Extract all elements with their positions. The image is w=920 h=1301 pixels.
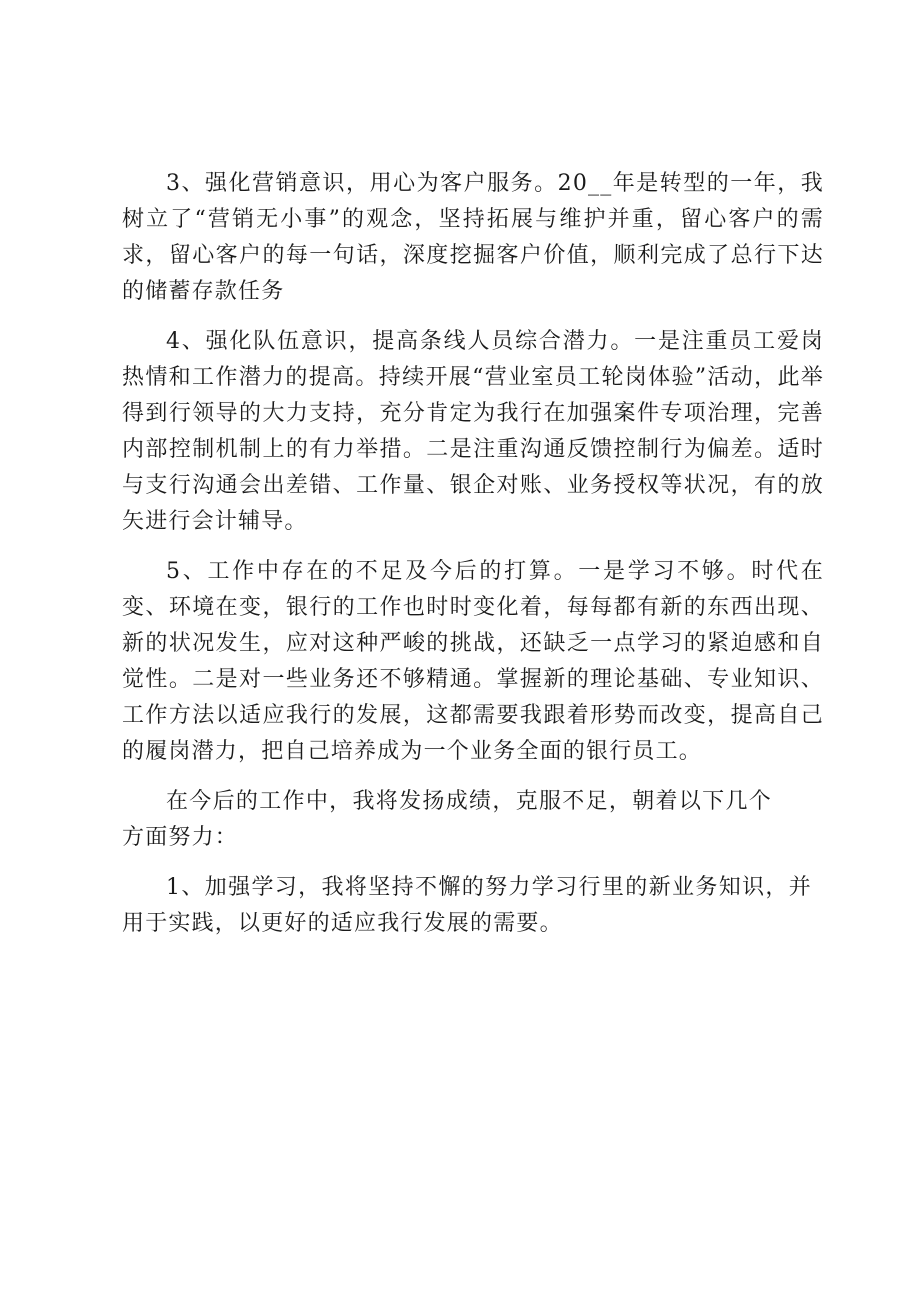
paragraph-team-awareness: 4、强化队伍意识，提高条线人员综合潜力。一是注重员工爱岗热情和工作潜力的提高。持续开展“营业室员工轮岗体验”活动，此举得到行领导的大力支持，充分肯定为我行在加强案件专项治理，完善内部控制机制上的有力举措。二是注重沟通反馈控制行为偏差。适时与支行沟通会出差错、工作量、银企对账、业务授权等状况，有的放矢进行会计辅导。 bbox=[122, 329, 824, 534]
paragraph-future-directions-intro: 在今后的工作中，我将发扬成绩，克服不足，朝着以下几个方面努力： bbox=[122, 789, 772, 850]
paragraph-shortcomings-and-plans: 5、工作中存在的不足及今后的打算。一是学习不够。时代在变、环境在变，银行的工作也时时变化着，每每都有新的东西出现、新的状况发生，应对这种严峻的挑战，还缺乏一点学习的紧迫感和自觉性。二是对一些业务还不够精通。掌握新的理论基础、专业知识、工作方法以适应我行的发展，这都需要我跟着形势而改变，提高自己的履岗潜力，把自己培养成为一个业务全面的银行员工。 bbox=[122, 559, 824, 764]
paragraph-strengthen-learning: 1、加强学习，我将坚持不懈的努力学习行里的新业务知识，并用于实践，以更好的适应我行发展的需要。 bbox=[122, 875, 812, 936]
paragraph-marketing-awareness: 3、强化营销意识，用心为客户服务。20__年是转型的一年，我树立了“营销无小事”的观念，坚持拓展与维护并重，留心客户的需求，留心客户的每一句话，深度挖掘客户价值，顺利完成了总行下达的储蓄存款任务 bbox=[122, 171, 824, 304]
document-body bbox=[122, 166, 824, 942]
